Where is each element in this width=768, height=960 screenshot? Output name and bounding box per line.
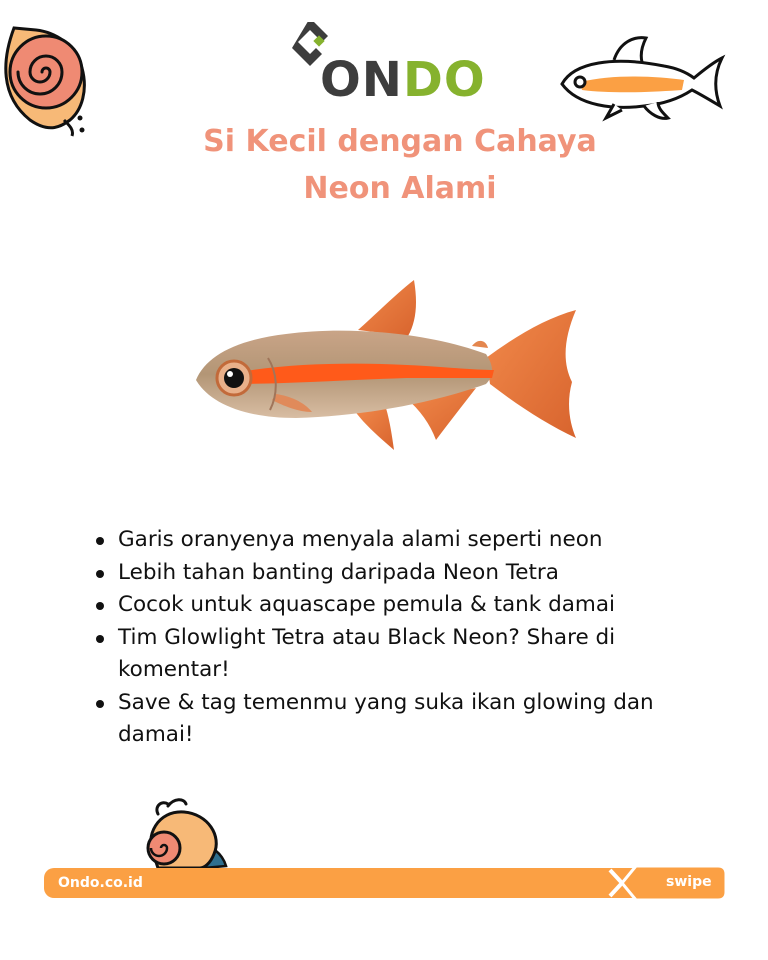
ondo-logo — [288, 20, 488, 108]
logo-wordmark — [320, 52, 486, 108]
snail-illustration — [0, 20, 100, 140]
logo-text-do: DO — [402, 52, 486, 108]
site-url-label[interactable]: Ondo.co.id — [58, 875, 143, 891]
list-item: Tim Glowlight Tetra atau Black Neon? Share di komentar! — [92, 622, 692, 687]
snail-peeking-illustration — [144, 796, 234, 870]
list-item: Cocok untuk aquascape pemula & tank damai — [92, 589, 692, 622]
logo-text-on: ON — [320, 52, 403, 108]
chevron-arrow-icon — [610, 870, 622, 896]
list-item: Lebih tahan banting daripada Neon Tetra — [92, 557, 692, 590]
list-item: Save & tag temenmu yang suka ikan glowing dan damai! — [92, 687, 692, 752]
headline-line1: Si Kecil dengan Cahaya — [203, 124, 597, 159]
list-item: Garis oranyenya menyala alami seperti neon — [92, 524, 692, 557]
glowlight-tetra-fish-illustration — [186, 274, 586, 460]
fish-outline-illustration — [554, 32, 726, 124]
swipe-label: swipe — [666, 874, 712, 890]
feature-list — [92, 524, 692, 752]
headline-line2: Neon Alami — [303, 171, 497, 206]
headline — [100, 118, 700, 212]
